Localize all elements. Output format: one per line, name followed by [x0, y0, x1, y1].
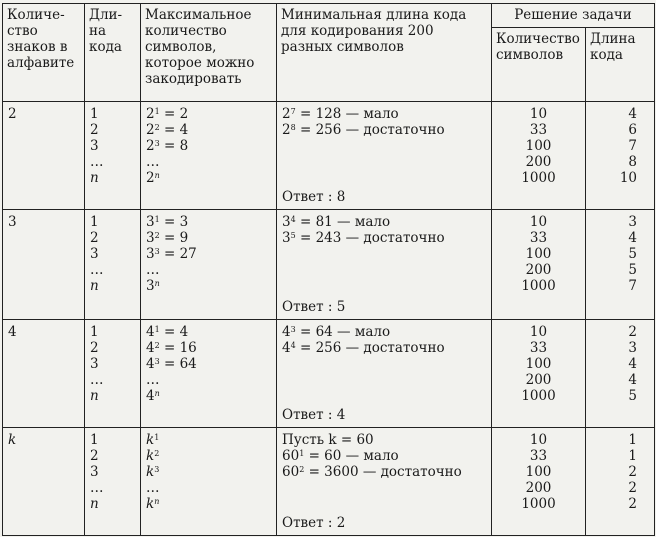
- min-length-line: [282, 448, 486, 464]
- expression: = 4: [159, 324, 189, 340]
- max-symbols-line: [146, 122, 271, 138]
- cell-code-lengths: [85, 428, 141, 536]
- expression: = 128 — мало: [295, 106, 399, 122]
- exponent: 4: [290, 341, 296, 350]
- answer-text: Ответ : 5: [282, 299, 346, 315]
- max-symbols-line: [146, 356, 271, 372]
- base: 2: [282, 122, 291, 138]
- header-solution-length: Длина кода: [586, 28, 655, 102]
- exponent: 5: [290, 231, 296, 240]
- encoding-table: [2, 3, 655, 536]
- exponent: n: [154, 279, 160, 288]
- answer-text: Ответ : 8: [282, 189, 346, 205]
- exponent: n: [154, 389, 160, 398]
- exponent: 1: [154, 433, 160, 442]
- exponent: 2: [154, 231, 160, 240]
- cell-solution-lengths: [586, 102, 655, 210]
- code-length-value: n: [90, 170, 99, 186]
- expression: = 256 — достаточно: [295, 122, 445, 138]
- cell-solution-counts: [492, 320, 586, 428]
- code-length-value: 3: [90, 246, 99, 262]
- max-symbols-line: [146, 246, 271, 262]
- base: 2: [146, 106, 155, 122]
- cell-max-symbols: [141, 210, 277, 320]
- max-symbols-line: [146, 340, 271, 356]
- max-symbols-line: [146, 278, 271, 294]
- solution-count-value: 10: [529, 106, 548, 122]
- code-length-value: 3: [90, 138, 99, 154]
- code-length-value: 2: [90, 230, 99, 246]
- cell-min-length: [277, 320, 492, 428]
- expression: = 4: [159, 122, 189, 138]
- max-symbols-line: [146, 432, 271, 448]
- alphabet-value: 2: [8, 106, 17, 122]
- expression: = 3600 — достаточно: [304, 464, 462, 480]
- exponent: 1: [154, 325, 160, 334]
- cell-solution-lengths: [586, 428, 655, 536]
- solution-count-value: 1000: [521, 388, 556, 404]
- header-min-length: Минимальная длина кода для кодирования 200 разных символов: [277, 4, 492, 102]
- code-length-value: 1: [90, 106, 99, 122]
- exponent: 7: [290, 107, 296, 116]
- max-symbols-line: [146, 138, 271, 154]
- table-row: [3, 102, 655, 210]
- solution-count-value: 33: [529, 340, 548, 356]
- solution-length-value: 2: [628, 480, 637, 496]
- solution-length-value: 2: [628, 464, 637, 480]
- max-symbols-line: [146, 448, 271, 464]
- min-length-line: [282, 432, 486, 448]
- cell-min-length: [277, 210, 492, 320]
- header-max-symbols: Максимальное количество символов, которое можно закодировать: [141, 4, 277, 102]
- code-length-value: n: [90, 496, 99, 512]
- cell-alphabet: [3, 102, 85, 210]
- cell-min-length: [277, 428, 492, 536]
- cell-solution-counts: [492, 428, 586, 536]
- solution-count-value: 1000: [521, 170, 556, 186]
- cell-min-length: [277, 102, 492, 210]
- solution-length-value: 7: [628, 278, 637, 294]
- cell-code-lengths: [85, 102, 141, 210]
- solution-count-value: 33: [529, 122, 548, 138]
- base: 4: [146, 356, 155, 372]
- exponent: 3: [154, 465, 160, 474]
- min-length-line: [282, 106, 486, 122]
- expression: = 60 — мало: [304, 448, 399, 464]
- max-symbols-line: [146, 170, 271, 186]
- solution-count-value: 1000: [521, 496, 556, 512]
- solution-count-value: 200: [525, 262, 552, 278]
- solution-count-value: 100: [525, 464, 552, 480]
- max-symbols-line: [146, 262, 271, 278]
- table-body: [3, 102, 655, 536]
- base: …: [146, 372, 160, 388]
- solution-length-value: 5: [628, 246, 637, 262]
- exponent: 3: [290, 325, 296, 334]
- cell-max-symbols: [141, 102, 277, 210]
- max-symbols-line: [146, 214, 271, 230]
- solution-count-value: 200: [525, 480, 552, 496]
- solution-count-value: 100: [525, 246, 552, 262]
- expression: = 8: [159, 138, 189, 154]
- solution-length-value: 2: [628, 496, 637, 512]
- base: 4: [146, 388, 155, 404]
- solution-count-value: 33: [529, 230, 548, 246]
- code-length-value: …: [90, 154, 104, 170]
- exponent: 8: [290, 123, 296, 132]
- base: 4: [146, 340, 155, 356]
- cell-alphabet: [3, 428, 85, 536]
- exponent: n: [154, 497, 160, 506]
- solution-length-value: 8: [628, 154, 637, 170]
- code-length-value: …: [90, 262, 104, 278]
- table-row: [3, 428, 655, 536]
- cell-max-symbols: [141, 320, 277, 428]
- cell-alphabet: [3, 210, 85, 320]
- solution-count-value: 33: [529, 448, 548, 464]
- solution-count-value: 10: [529, 432, 548, 448]
- exponent: 1: [154, 215, 160, 224]
- exponent: 3: [154, 247, 160, 256]
- solution-length-value: 5: [628, 388, 637, 404]
- cell-solution-lengths: [586, 320, 655, 428]
- base: 60: [282, 448, 300, 464]
- base: k: [146, 448, 155, 464]
- alphabet-value: k: [8, 432, 17, 448]
- base: 3: [146, 214, 155, 230]
- min-length-line: [282, 340, 486, 356]
- min-length-line: [282, 122, 486, 138]
- base: k: [146, 496, 155, 512]
- solution-length-value: 2: [628, 324, 637, 340]
- base: 60: [282, 464, 300, 480]
- solution-count-value: 10: [529, 214, 548, 230]
- base: k: [146, 432, 155, 448]
- min-length-line: [282, 464, 486, 480]
- base: 3: [282, 230, 291, 246]
- code-length-value: …: [90, 372, 104, 388]
- max-symbols-line: [146, 496, 271, 512]
- cell-alphabet: [3, 320, 85, 428]
- code-length-value: 2: [90, 448, 99, 464]
- alphabet-value: 4: [8, 324, 17, 340]
- exponent: n: [154, 171, 160, 180]
- cell-solution-counts: [492, 102, 586, 210]
- code-length-value: 3: [90, 356, 99, 372]
- alphabet-value: 3: [8, 214, 17, 230]
- expression: = 3: [159, 214, 189, 230]
- exponent: 3: [154, 139, 160, 148]
- solution-length-value: 6: [628, 122, 637, 138]
- expression: = 9: [159, 230, 189, 246]
- max-symbols-line: [146, 480, 271, 496]
- solution-count-value: 10: [529, 324, 548, 340]
- solution-length-value: 5: [628, 262, 637, 278]
- code-length-value: 2: [90, 340, 99, 356]
- base: …: [146, 154, 160, 170]
- cell-solution-counts: [492, 210, 586, 320]
- expression: = 16: [159, 340, 197, 356]
- solution-length-value: 7: [628, 138, 637, 154]
- min-length-line: [282, 324, 486, 340]
- max-symbols-line: [146, 154, 271, 170]
- table-row: [3, 320, 655, 428]
- solution-count-value: 1000: [521, 278, 556, 294]
- base: 4: [282, 340, 291, 356]
- max-symbols-line: [146, 106, 271, 122]
- solution-length-value: 10: [619, 170, 637, 186]
- exponent: 2: [154, 341, 160, 350]
- solution-count-value: 200: [525, 372, 552, 388]
- solution-length-value: 1: [628, 432, 637, 448]
- expression: = 243 — достаточно: [295, 230, 445, 246]
- expression: = 64 — мало: [295, 324, 391, 340]
- base: 2: [282, 106, 291, 122]
- exponent: 2: [299, 465, 305, 474]
- expression: = 27: [159, 246, 197, 262]
- code-length-value: 1: [90, 432, 99, 448]
- base: 3: [282, 214, 291, 230]
- max-symbols-line: [146, 324, 271, 340]
- max-symbols-line: [146, 372, 271, 388]
- expression: = 256 — достаточно: [295, 340, 445, 356]
- header-solution: Решение задачи: [492, 4, 655, 28]
- solution-count-value: 100: [525, 356, 552, 372]
- min-length-line: [282, 230, 486, 246]
- code-length-value: n: [90, 278, 99, 294]
- cell-code-lengths: [85, 210, 141, 320]
- cell-code-lengths: [85, 320, 141, 428]
- solution-length-value: 3: [628, 340, 637, 356]
- answer-text: Ответ : 2: [282, 515, 346, 531]
- base: 4: [146, 324, 155, 340]
- solution-length-value: 3: [628, 214, 637, 230]
- header-alphabet: Количе-ство знаков в алфавите: [3, 4, 85, 102]
- base: 2: [146, 122, 155, 138]
- min-length-line: [282, 214, 486, 230]
- base: 4: [282, 324, 291, 340]
- base: …: [146, 262, 160, 278]
- exponent: 2: [154, 449, 160, 458]
- expression: = 81 — мало: [295, 214, 391, 230]
- cell-solution-lengths: [586, 210, 655, 320]
- header-code-length: Дли-на кода: [85, 4, 141, 102]
- expression: = 2: [159, 106, 189, 122]
- solution-length-value: 4: [628, 372, 637, 388]
- exponent: 1: [299, 449, 305, 458]
- base: 3: [146, 246, 155, 262]
- exponent: 1: [154, 107, 160, 116]
- code-length-value: 1: [90, 214, 99, 230]
- code-length-value: 3: [90, 464, 99, 480]
- base: k: [146, 464, 155, 480]
- solution-count-value: 100: [525, 138, 552, 154]
- base: 2: [146, 138, 155, 154]
- code-length-value: n: [90, 388, 99, 404]
- table-row: [3, 210, 655, 320]
- exponent: 4: [290, 215, 296, 224]
- max-symbols-line: [146, 388, 271, 404]
- code-length-value: 2: [90, 122, 99, 138]
- max-symbols-line: [146, 464, 271, 480]
- answer-text: Ответ : 4: [282, 407, 346, 423]
- exponent: 2: [154, 123, 160, 132]
- header-solution-count: Количество символов: [492, 28, 586, 102]
- base: 2: [146, 170, 155, 186]
- solution-length-value: 4: [628, 356, 637, 372]
- solution-count-value: 200: [525, 154, 552, 170]
- solution-length-value: 4: [628, 230, 637, 246]
- base: Пусть k = 60: [282, 432, 374, 448]
- code-length-value: …: [90, 480, 104, 496]
- expression: = 64: [159, 356, 197, 372]
- base: 3: [146, 230, 155, 246]
- base: 3: [146, 278, 155, 294]
- solution-length-value: 1: [628, 448, 637, 464]
- max-symbols-line: [146, 230, 271, 246]
- cell-max-symbols: [141, 428, 277, 536]
- code-length-value: 1: [90, 324, 99, 340]
- solution-length-value: 4: [628, 106, 637, 122]
- base: …: [146, 480, 160, 496]
- exponent: 3: [154, 357, 160, 366]
